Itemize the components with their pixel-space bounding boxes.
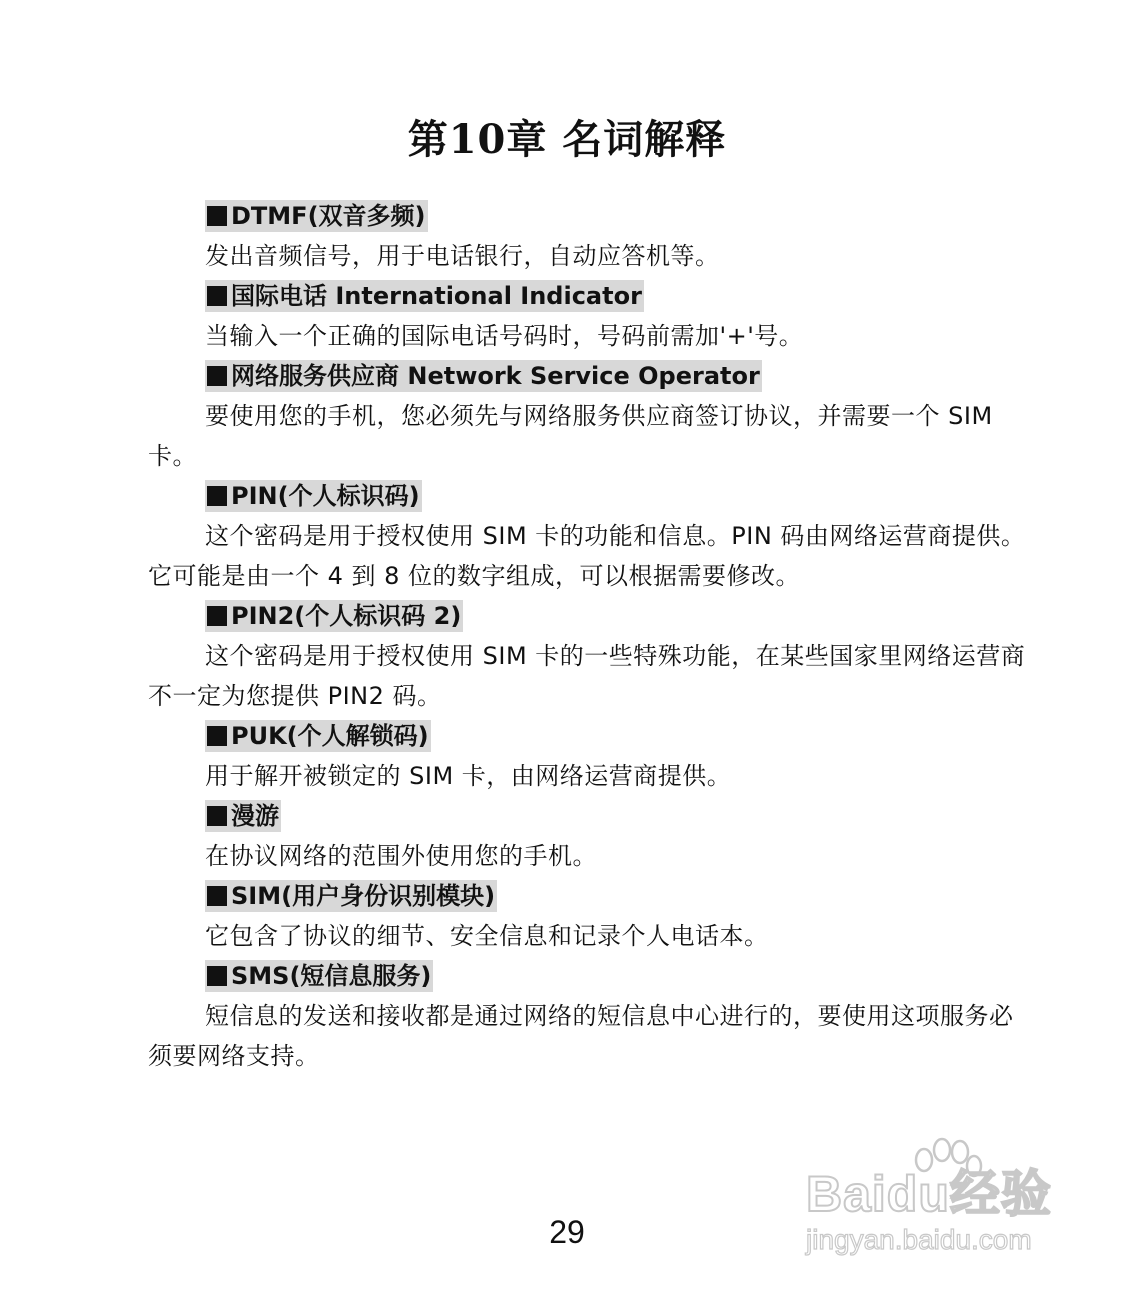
page-number: 29 xyxy=(549,1214,585,1250)
term-description: 用于解开被锁定的 SIM 卡，由网络运营商提供。 xyxy=(205,762,732,790)
term-heading xyxy=(205,200,428,232)
term-description: 当输入一个正确的国际电话号码时，号码前需加'+'号。 xyxy=(205,322,804,350)
term-text: 国际电话 International Indicator xyxy=(231,282,642,310)
glossary-entry xyxy=(148,876,1026,956)
term-text: PUK(个人解锁码) xyxy=(231,722,429,750)
square-bullet-icon xyxy=(207,726,227,746)
square-bullet-icon xyxy=(207,606,227,626)
term-description: 这个密码是用于授权使用 SIM 卡的一些特殊功能，在某些国家里网络运营商不一定为您提供 PIN2 码。 xyxy=(148,642,1026,710)
square-bullet-icon xyxy=(207,806,227,826)
watermark-url: jingyan.baidu.com xyxy=(806,1224,1032,1255)
term-text: SMS(短信息服务) xyxy=(231,962,432,990)
term-description: 短信息的发送和接收都是通过网络的短信息中心进行的，要使用这项服务必须要网络支持。 xyxy=(148,1002,1014,1070)
watermark-brand: Baidu经验 xyxy=(806,1166,1052,1222)
term-heading xyxy=(205,720,431,752)
glossary-entry xyxy=(148,196,1026,276)
term-description: 要使用您的手机，您必须先与网络服务供应商签订协议，并需要一个 SIM 卡。 xyxy=(148,402,993,470)
term-description: 在协议网络的范围外使用您的手机。 xyxy=(205,842,597,870)
glossary-entry xyxy=(148,796,1026,876)
page-title: 第10章 名词解释 xyxy=(407,116,727,163)
term-text: DTMF(双音多频) xyxy=(231,202,426,230)
baidu-jingyan-watermark xyxy=(800,1130,1070,1260)
square-bullet-icon xyxy=(207,966,227,986)
term-heading xyxy=(205,880,497,912)
square-bullet-icon xyxy=(207,366,227,386)
term-heading xyxy=(205,600,463,632)
glossary-entry xyxy=(148,716,1026,796)
glossary-entry xyxy=(148,276,1026,356)
term-text: PIN(个人标识码) xyxy=(231,482,420,510)
term-text: PIN2(个人标识码 2) xyxy=(231,602,462,630)
term-heading xyxy=(205,960,433,992)
term-description: 发出音频信号，用于电话银行，自动应答机等。 xyxy=(205,242,720,270)
glossary-entry xyxy=(148,596,1026,716)
glossary-entry xyxy=(148,956,1026,1076)
term-heading xyxy=(205,280,644,312)
term-text: 网络服务供应商 Network Service Operator xyxy=(231,362,760,390)
square-bullet-icon xyxy=(207,206,227,226)
term-description: 它包含了协议的细节、安全信息和记录个人电话本。 xyxy=(205,922,769,950)
square-bullet-icon xyxy=(207,486,227,506)
glossary-entry xyxy=(148,476,1026,596)
term-text: 漫游 xyxy=(231,802,279,830)
term-description: 这个密码是用于授权使用 SIM 卡的功能和信息。PIN 码由网络运营商提供。它可能是由一个 4 到 8 位的数字组成，可以根据需要修改。 xyxy=(148,522,1026,590)
term-heading xyxy=(205,480,422,512)
term-heading xyxy=(205,360,762,392)
glossary-list xyxy=(148,196,1026,1076)
glossary-entry xyxy=(148,356,1026,476)
term-text: SIM(用户身份识别模块) xyxy=(231,882,496,910)
square-bullet-icon xyxy=(207,286,227,306)
term-heading xyxy=(205,800,281,832)
square-bullet-icon xyxy=(207,886,227,906)
